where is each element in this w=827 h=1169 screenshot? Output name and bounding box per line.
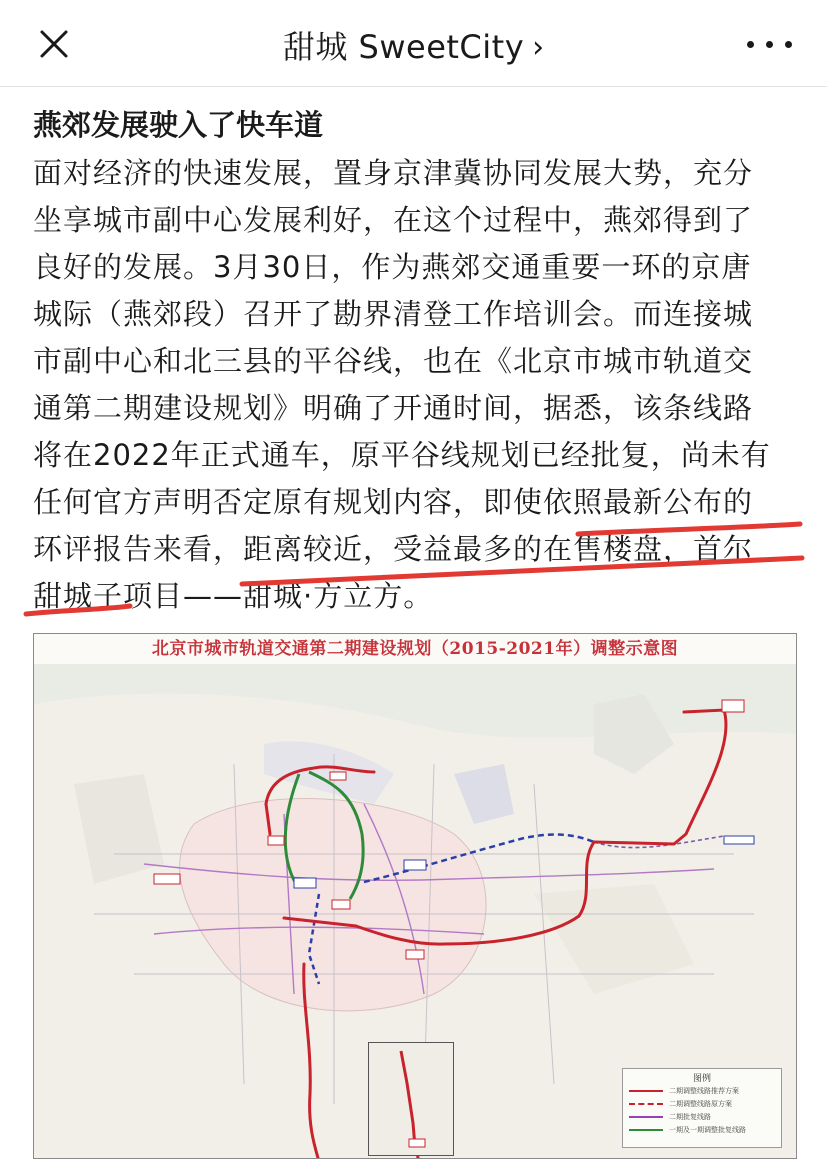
paragraph-line: 坐享城市副中心发展利好，在这个过程中，燕郊得到了 (33, 203, 754, 237)
section-headline: 燕郊发展驶入了快车道 (33, 108, 324, 142)
more-options-button[interactable] (743, 26, 797, 62)
paragraph-line: 面对经济的快速发展，置身京津冀协同发展大势，充分 (33, 156, 754, 190)
chevron-right-icon: › (532, 30, 545, 65)
rail-plan-map-image (33, 633, 797, 1159)
legend-item: 二期调整线路原方案 (623, 1097, 781, 1110)
paragraph-line: 任何官方声明否定原有规划内容，即使依照最新公布的 (33, 485, 754, 519)
paragraph-line: 环评报告来看，距离较近，受益最多的在售楼盘，首尔 (33, 532, 754, 566)
paragraph-line: 通第二期建设规划》明确了开通时间，据悉，该条线路 (33, 391, 754, 425)
paragraph-line: 甜城子项目——甜城·方立方。 (33, 579, 434, 613)
legend-title: 图例 (692, 1074, 711, 1084)
map-title-bar (34, 634, 796, 665)
paragraph-line: 城际（燕郊段）召开了勘界清登工作培训会。而连接城 (33, 297, 754, 331)
map-inset (368, 1042, 454, 1156)
article-body (33, 106, 803, 620)
map-title: 北京市城市轨道交通第二期建设规划（2015-2021年）调整示意图 (151, 639, 679, 659)
paragraph-line: 将在2022年正式通车，原平谷线规划已经批复，尚未有 (33, 438, 771, 472)
paragraph-line: 市副中心和北三县的平谷线，也在《北京市城市轨道交 (33, 344, 754, 378)
legend-item: 二期调整线路推荐方案 (623, 1084, 781, 1097)
map-legend (622, 1068, 782, 1148)
legend-item: 一期及一期调整批复线路 (623, 1123, 781, 1136)
more-horizontal-icon (747, 41, 754, 48)
paragraph-line: 良好的发展。3月30日，作为燕郊交通重要一环的京唐 (33, 250, 752, 284)
top-navigation-bar (0, 0, 827, 87)
account-title-link[interactable] (0, 22, 827, 68)
account-title: 甜城 SweetCity (282, 28, 525, 66)
legend-item: 二期批复线路 (623, 1110, 781, 1123)
